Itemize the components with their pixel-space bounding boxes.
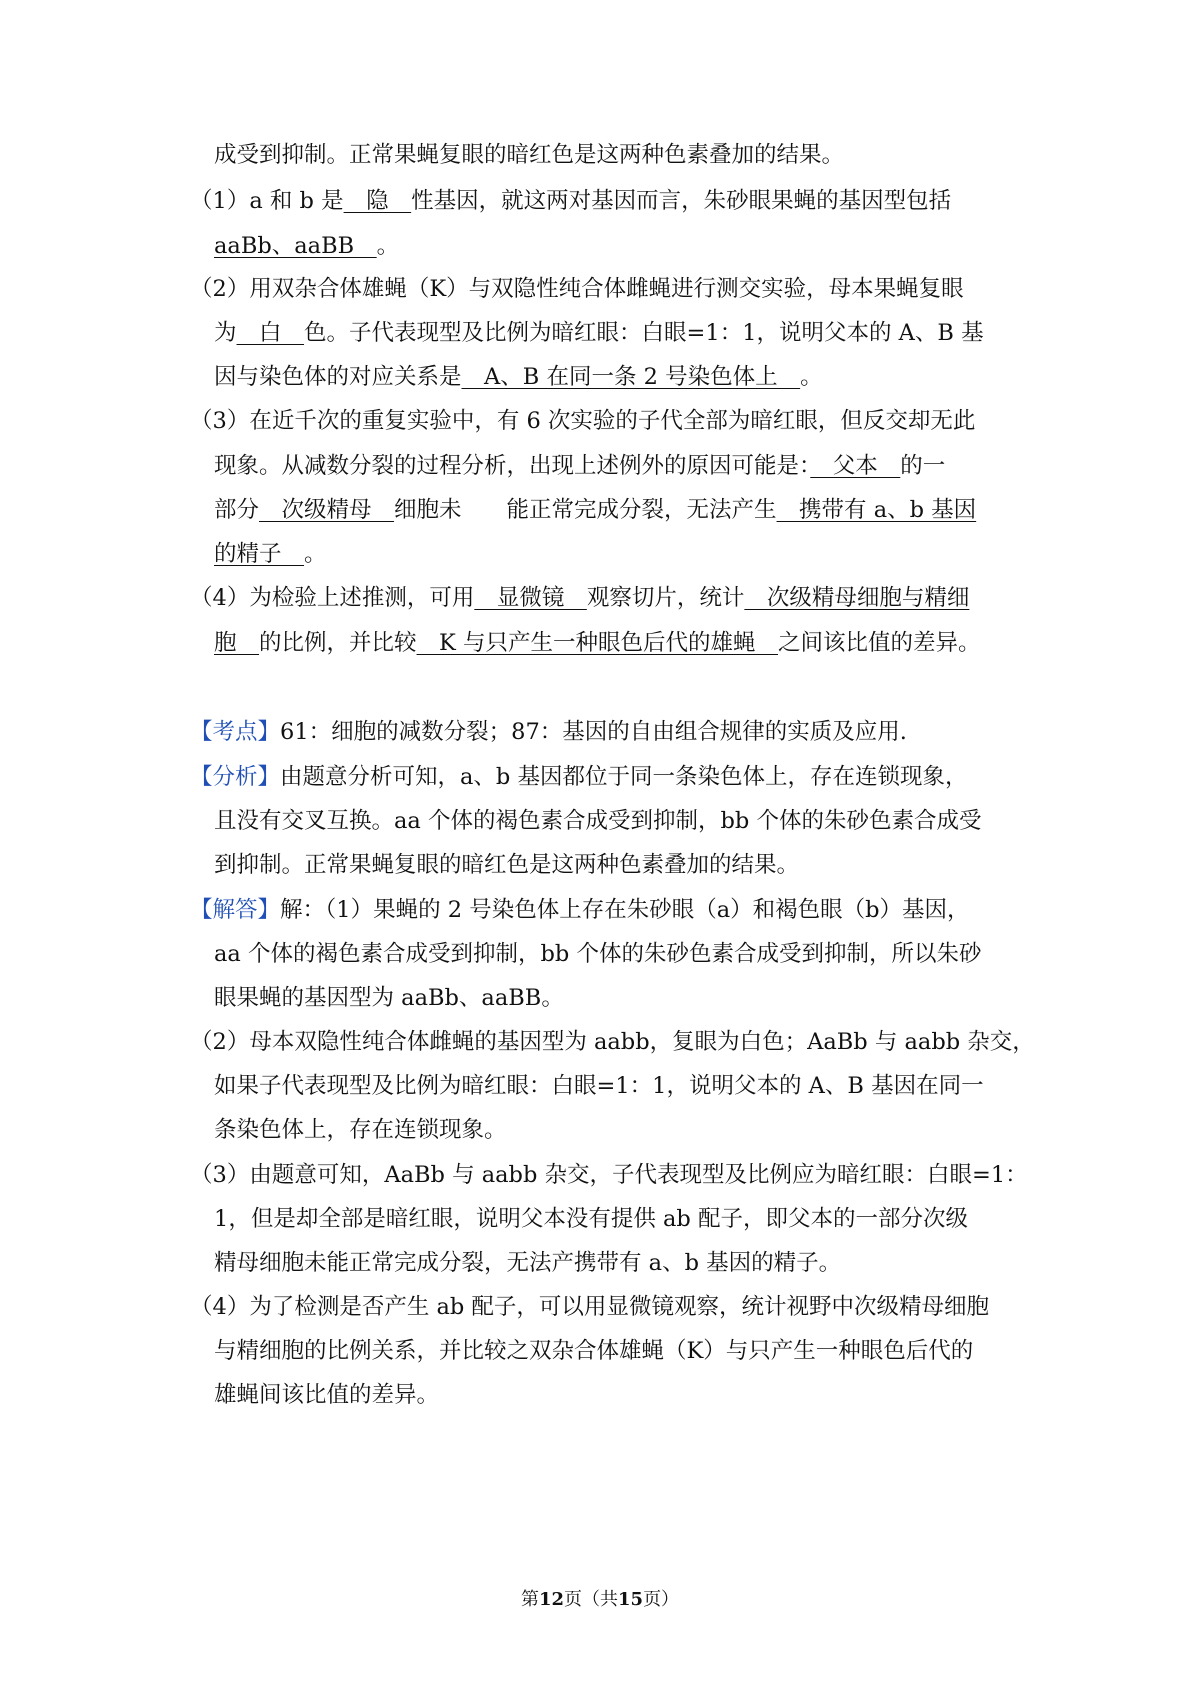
page-number: 12 — [538, 1589, 564, 1610]
question-2-line-2 — [0, 316, 1200, 350]
jieda-line-2 — [0, 937, 1200, 971]
jieda-line-1 — [0, 893, 1200, 927]
text: 色。子代表现型及比例为暗红眼：白眼=1：1，说明父本的 A、B 基 — [304, 320, 984, 346]
fenxi-line-3 — [0, 848, 1200, 882]
answer-blank: 胞 — [214, 630, 260, 656]
question-3-line-3 — [0, 493, 1200, 527]
page-footer — [0, 1588, 1200, 1612]
text: （3）在近千次的重复实验中，有 6 次实验的子代全部为暗红眼，但反交却无此 — [190, 408, 976, 434]
answer-4-line-3 — [0, 1378, 1200, 1412]
text-line — [0, 138, 1200, 172]
text: 的一 — [900, 453, 946, 479]
fenxi-line-1 — [0, 760, 1200, 794]
text: 观察切片，统计 — [586, 585, 745, 611]
footer-text: 第 — [520, 1589, 539, 1610]
text: 1，但是却全部是暗红眼，说明父本没有提供 ab 配子，即父本的一部分次级 — [214, 1206, 968, 1232]
total-pages: 15 — [618, 1589, 644, 1610]
question-3-line-1 — [0, 404, 1200, 438]
text: 解：（1）果蝇的 2 号染色体上存在朱砂眼（a）和褐色眼（b）基因， — [280, 897, 970, 923]
text: 61：细胞的减数分裂；87：基因的自由组合规律的实质及应用. — [280, 719, 907, 745]
question-3-line-2 — [0, 449, 1200, 483]
text: aa 个体的褐色素合成受到抑制，bb 个体的朱砂色素合成受到抑制，所以朱砂 — [214, 941, 982, 967]
question-4-line-1 — [0, 581, 1200, 615]
text: （3）由题意可知，AaBb 与 aabb 杂交，子代表现型及比例应为暗红眼：白眼=1： — [190, 1162, 1028, 1188]
text: 眼果蝇的基因型为 aaBb、aaBB。 — [214, 985, 564, 1011]
answer-blank: 次级精母 — [259, 497, 395, 523]
question-2-line-1 — [0, 272, 1200, 306]
text: 。 — [800, 364, 823, 390]
question-1-line-2 — [0, 229, 1200, 263]
text: （1）a 和 b 是 — [190, 188, 344, 214]
text: 精母细胞未能正常完成分裂，无法产携带有 a、b 基因的精子。 — [214, 1250, 842, 1276]
text: （4）为了检测是否产生 ab 配子，可以用显微镜观察，统计视野中次级精母细胞 — [190, 1294, 989, 1320]
answer-blank: aaBb、aaBB — [214, 233, 377, 259]
text: （2）用双杂合体雄蝇（K）与双隐性纯合体雌蝇进行测交实验，母本果蝇复眼 — [190, 276, 964, 302]
answer-blank: 次级精母细胞与精细 — [744, 585, 970, 611]
text: 之间该比值的差异。 — [778, 630, 981, 656]
answer-3-line-3 — [0, 1246, 1200, 1280]
text: 且没有交叉互换。aa 个体的褐色素合成受到抑制，bb 个体的朱砂色素合成受 — [214, 808, 982, 834]
answer-4-line-2 — [0, 1334, 1200, 1368]
jieda-line-3 — [0, 981, 1200, 1015]
answer-blank: 显微镜 — [474, 585, 587, 611]
kaodian-line — [0, 715, 1200, 749]
text: 因与染色体的对应关系是 — [214, 364, 462, 390]
answer-blank: 隐 — [343, 188, 412, 214]
text: 到抑制。正常果蝇复眼的暗红色是这两种色素叠加的结果。 — [214, 852, 800, 878]
answer-blank: 携带有 a、b 基因 — [776, 497, 977, 523]
answer-2-line-3 — [0, 1113, 1200, 1147]
answer-blank: 的精子 — [214, 541, 305, 567]
question-3-line-4 — [0, 537, 1200, 571]
footer-text: 页） — [643, 1589, 680, 1610]
text: 雄蝇间该比值的差异。 — [214, 1382, 440, 1408]
text: 如果子代表现型及比例为暗红眼：白眼=1：1，说明父本的 A、B 基因在同一 — [214, 1073, 984, 1099]
answer-3-line-1 — [0, 1158, 1200, 1192]
text: 成受到抑制。正常果蝇复眼的暗红色是这两种色素叠加的结果。 — [214, 142, 845, 168]
text: 由题意分析可知，a、b 基因都位于同一条染色体上，存在连锁现象， — [280, 764, 968, 790]
question-1-line-1 — [0, 184, 1200, 218]
text: 。 — [376, 233, 400, 259]
text: （4）为检验上述推测，可用 — [190, 585, 475, 611]
answer-blank: 白 — [236, 320, 305, 346]
answer-2-line-2 — [0, 1069, 1200, 1103]
answer-blank: A、B 在同一条 2 号染色体上 — [461, 364, 801, 390]
section-tag-fenxi: 【分析】 — [190, 764, 281, 790]
answer-2-line-1 — [0, 1025, 1200, 1059]
question-2-line-3 — [0, 360, 1200, 394]
text: 与精细胞的比例关系，并比较之双杂合体雄蝇（K）与只产生一种眼色后代的 — [214, 1338, 974, 1364]
section-tag-jieda: 【解答】 — [190, 897, 281, 923]
text: 为 — [214, 320, 237, 346]
text: 性基因，就这两对基因而言，朱砂眼果蝇的基因型包括 — [411, 188, 952, 214]
text: 部分 — [214, 497, 260, 523]
footer-text: 页（共 — [564, 1589, 618, 1610]
text: 的比例，并比较 — [259, 630, 417, 656]
text: 细胞未 能正常完成分裂，无法产生 — [394, 497, 777, 523]
fenxi-line-2 — [0, 804, 1200, 838]
text: 条染色体上，存在连锁现象。 — [214, 1117, 507, 1143]
text: （2）母本双隐性纯合体雌蝇的基因型为 aabb，复眼为白色；AaBb 与 aabb 杂交， — [190, 1029, 1035, 1055]
answer-3-line-2 — [0, 1202, 1200, 1236]
answer-blank: K 与只产生一种眼色后代的雄蝇 — [416, 630, 778, 656]
text: 。 — [304, 541, 327, 567]
text: 现象。从减数分裂的过程分析，出现上述例外的原因可能是： — [214, 453, 811, 479]
question-4-line-2 — [0, 626, 1200, 660]
section-tag-kaodian: 【考点】 — [190, 719, 281, 745]
answer-4-line-1 — [0, 1290, 1200, 1324]
answer-blank: 父本 — [810, 453, 901, 479]
